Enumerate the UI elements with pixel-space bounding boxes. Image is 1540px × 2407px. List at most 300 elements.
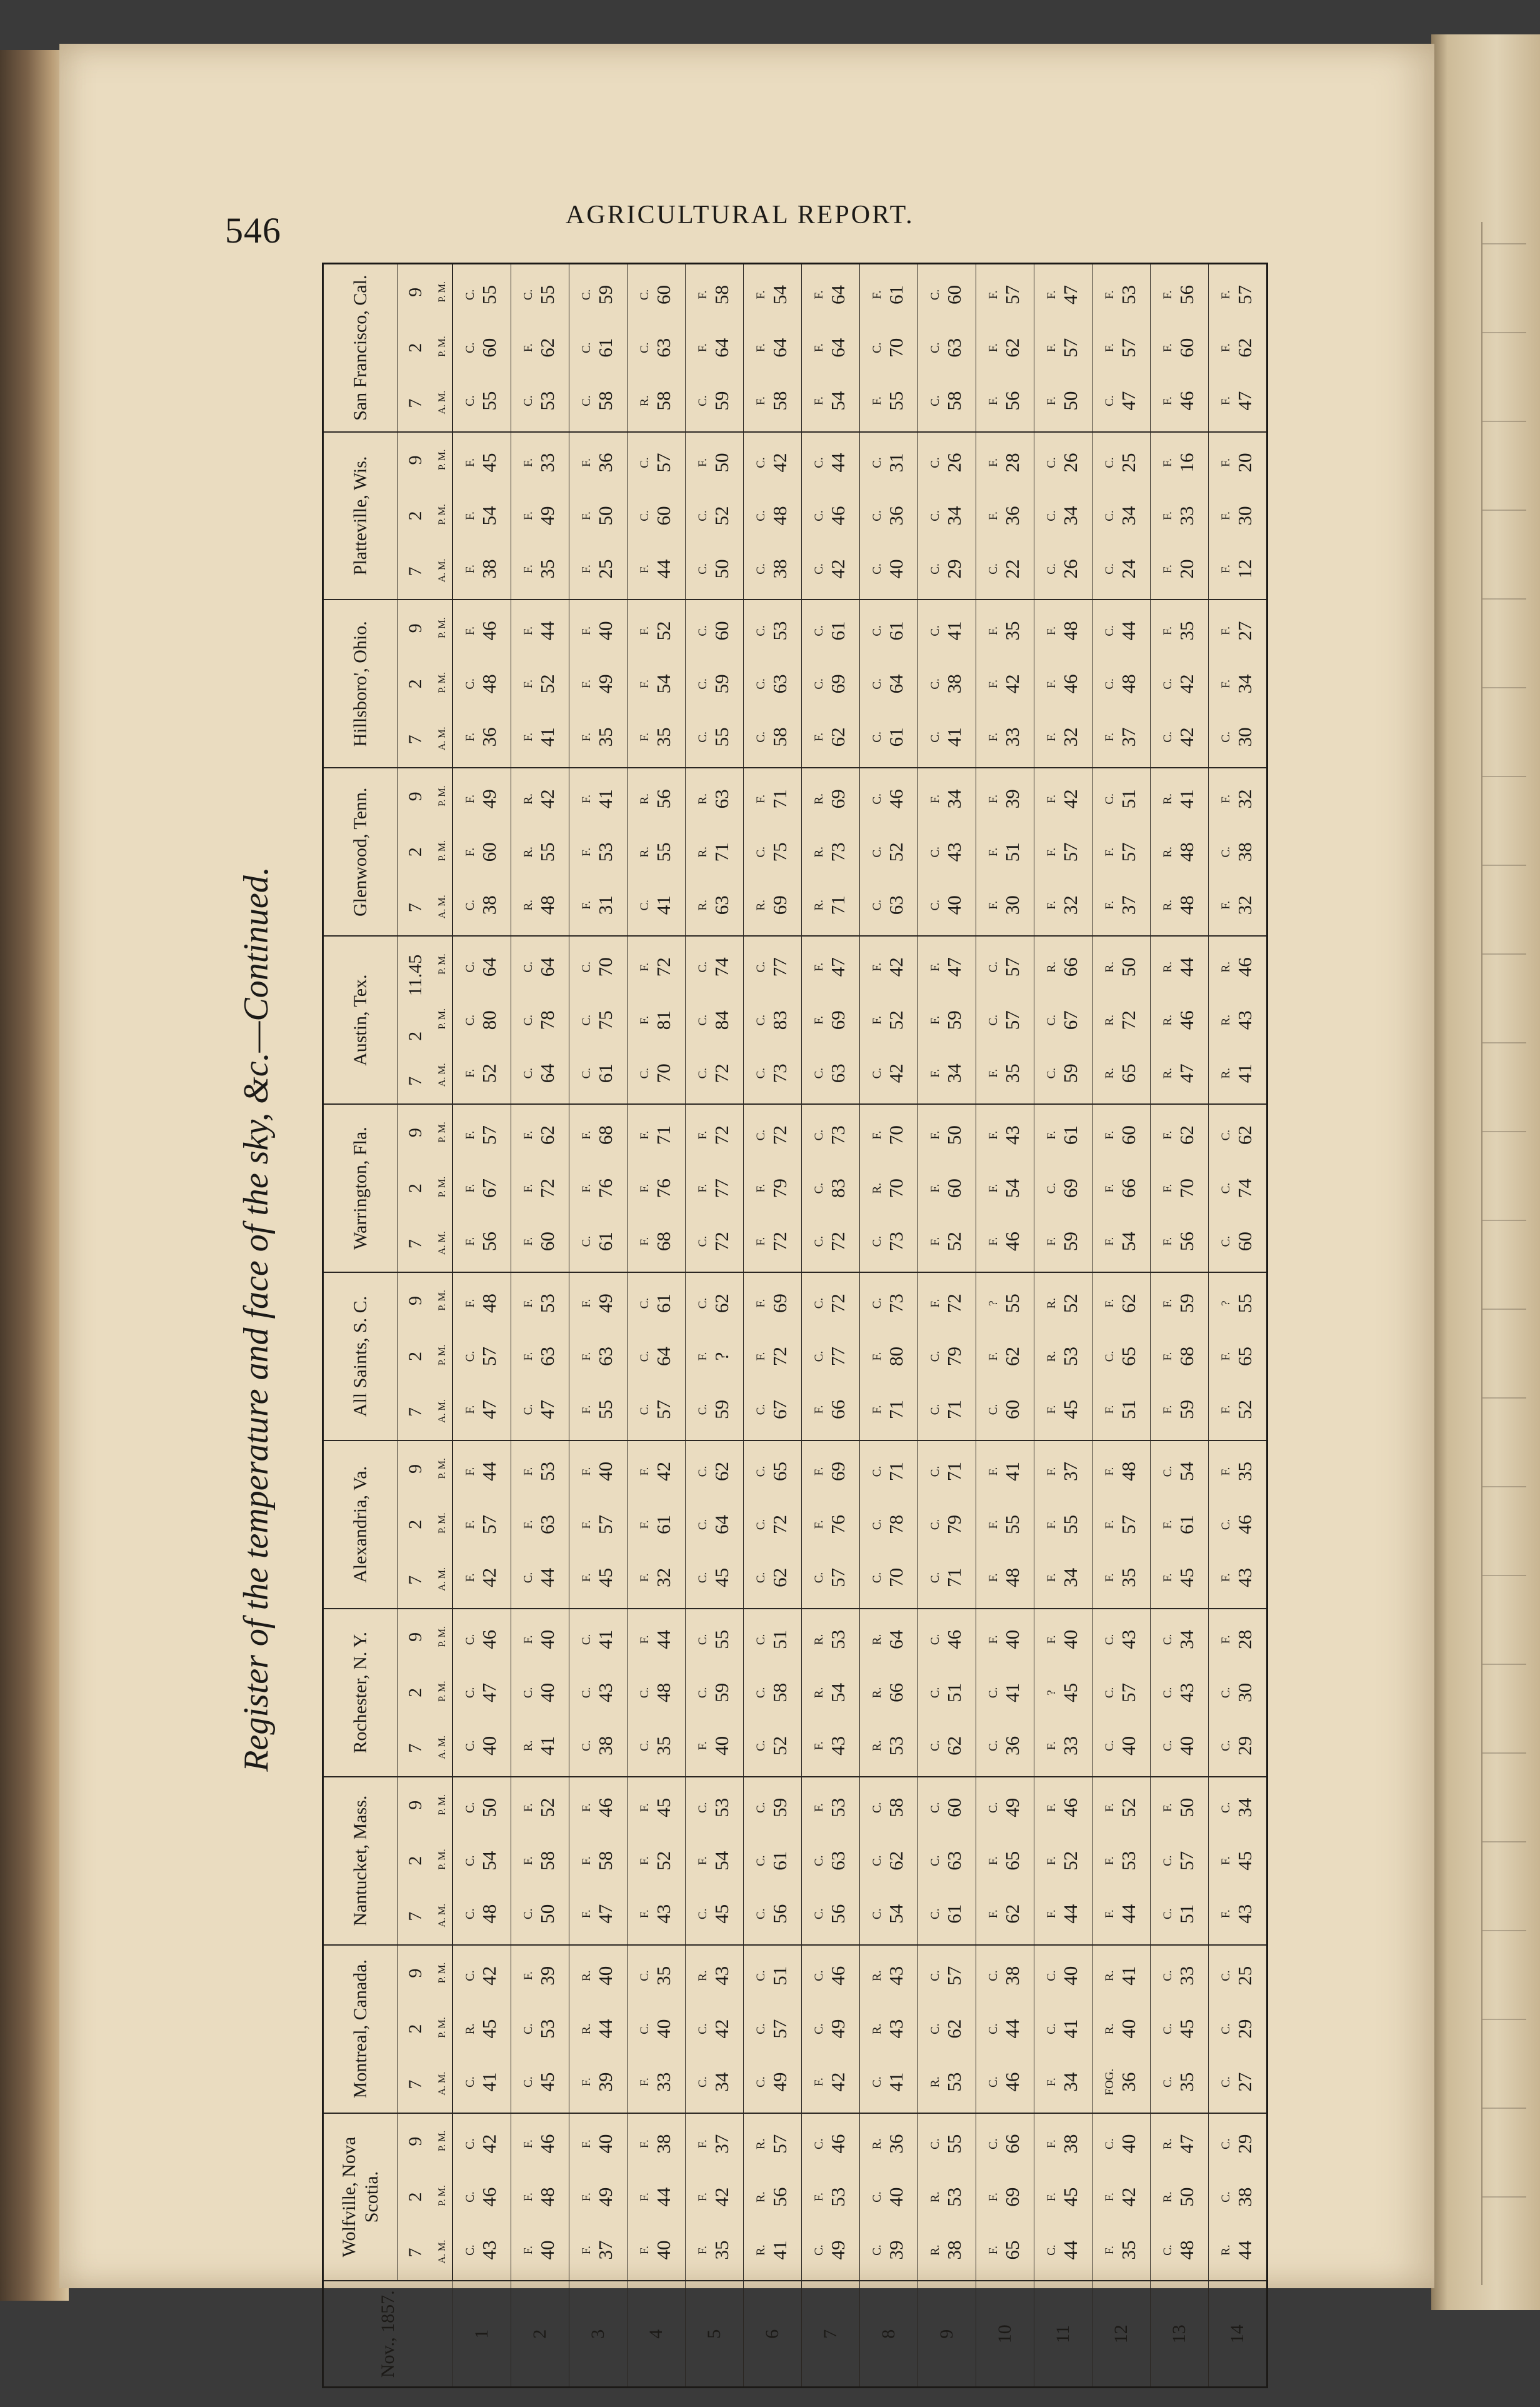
sky-code: C.	[1161, 1465, 1174, 1477]
temperature: 59	[711, 391, 732, 411]
hour-label: 2	[405, 1856, 426, 1866]
observation	[1161, 1498, 1198, 1550]
station-cell	[452, 432, 511, 600]
observation	[928, 2002, 966, 2055]
observation	[463, 268, 501, 321]
observation	[928, 2056, 966, 2108]
sky-code: C.	[871, 1067, 884, 1079]
observation	[812, 1498, 849, 1550]
sky-code: C.	[812, 1970, 826, 1981]
temperature: 27	[1234, 621, 1256, 641]
station-cell	[1034, 1945, 1092, 2113]
observation	[579, 658, 617, 710]
temperature: 25	[594, 559, 616, 579]
sky-code: R.	[1161, 2191, 1174, 2203]
table-row	[1209, 264, 1268, 2388]
temperature: 57	[478, 1125, 500, 1145]
observation	[638, 2118, 675, 2170]
temperature: 71	[943, 1400, 965, 1419]
temperature: 42	[652, 1461, 674, 1481]
sky-code: F.	[1045, 343, 1058, 353]
temperature: 48	[478, 1904, 500, 1924]
temperature: 34	[943, 506, 965, 526]
sky-code: F.	[696, 2193, 709, 2201]
observation	[579, 543, 617, 595]
temperature: 42	[1176, 674, 1198, 694]
station-cell	[744, 2113, 802, 2281]
sky-code: C.	[696, 1015, 709, 1026]
station-cell	[802, 264, 860, 432]
sky-code: C.	[929, 625, 942, 636]
sky-code: F.	[812, 1741, 826, 1751]
observation	[463, 1162, 501, 1215]
station-cell	[511, 1440, 569, 1609]
station-cell	[1151, 264, 1209, 432]
observation	[754, 1498, 791, 1550]
temperature: 61	[1059, 1125, 1081, 1145]
sky-code: C.	[754, 510, 768, 521]
temperature: 31	[885, 453, 907, 473]
station-cell	[628, 1104, 686, 1272]
observation	[986, 374, 1024, 427]
station-cell	[686, 264, 744, 432]
observation	[754, 1719, 791, 1772]
observation	[696, 1834, 733, 1887]
temperature: 43	[1234, 1904, 1256, 1924]
observation	[579, 2224, 617, 2276]
sky-code: R.	[871, 1634, 884, 1646]
temperature: 44	[1059, 2240, 1081, 2260]
sky-code: C.	[696, 1297, 709, 1309]
sky-code: C.	[638, 1740, 651, 1752]
observation	[812, 1109, 849, 1162]
observation	[1044, 879, 1082, 932]
observation	[754, 268, 791, 321]
sky-code: F.	[696, 1352, 709, 1361]
temperature: 42	[827, 2072, 849, 2092]
sky-code: C.	[580, 1687, 593, 1699]
temperature: 35	[1176, 621, 1198, 641]
sky-code: C.	[464, 1740, 477, 1752]
sky-code: F.	[1045, 2139, 1058, 2148]
temperature: 35	[1118, 1567, 1139, 1587]
temperature: 64	[827, 284, 849, 304]
sky-code: F.	[522, 1520, 535, 1529]
sky-code: C.	[754, 1855, 768, 1866]
temperature: 32	[1234, 895, 1256, 915]
temperature: 71	[943, 1567, 965, 1587]
sky-code: F.	[580, 1909, 593, 1919]
station-cell	[1034, 1272, 1092, 1440]
temperature: 58	[885, 1797, 907, 1817]
observation	[1102, 1781, 1140, 1834]
observation	[521, 1666, 559, 1719]
temperature: 41	[769, 2240, 791, 2260]
temperature: 49	[769, 2072, 791, 2092]
observation	[638, 1445, 675, 1497]
observation	[579, 1551, 617, 1604]
temperature: 48	[1059, 621, 1081, 641]
hour-label: 2	[405, 1031, 426, 1041]
station-cell	[744, 432, 802, 600]
temperature: 52	[885, 1010, 907, 1030]
sky-code: C.	[1103, 625, 1116, 636]
temperature: 59	[1176, 1400, 1198, 1419]
ampm-label: P. M.	[437, 2130, 448, 2152]
temperature: 48	[1118, 1461, 1139, 1481]
observation	[696, 2171, 733, 2223]
temperature: 57	[827, 1567, 849, 1587]
temperature: 43	[885, 2019, 907, 2039]
day-cell: 12	[1092, 2281, 1151, 2388]
temperature: 53	[536, 2019, 558, 2039]
observation	[1102, 773, 1140, 825]
sky-code: F.	[1219, 565, 1232, 573]
temperature: 52	[652, 1851, 674, 1871]
sky-code: C.	[1219, 731, 1232, 743]
temperature: 77	[711, 1178, 732, 1198]
sky-code: F.	[871, 396, 884, 406]
sky-code: F.	[987, 626, 1000, 635]
observation	[1161, 1215, 1198, 1268]
ampm-label: P. M.	[437, 672, 448, 693]
sky-code: C.	[812, 1182, 826, 1194]
observation	[1161, 879, 1198, 932]
temperature: 46	[594, 1797, 616, 1817]
station-cell	[511, 264, 569, 432]
sky-code: R.	[638, 793, 651, 805]
observation	[1102, 826, 1140, 878]
temperature: 48	[1118, 674, 1139, 694]
sky-code: C.	[754, 1015, 768, 1026]
page-number: 546	[225, 210, 281, 251]
observation	[521, 1383, 559, 1435]
station-cell	[1092, 1104, 1151, 1272]
sky-code: C.	[871, 900, 884, 911]
sky-code: F.	[696, 290, 709, 299]
observation	[754, 543, 791, 595]
observation	[928, 321, 966, 374]
observation	[521, 994, 559, 1047]
temperature: 37	[1118, 895, 1139, 915]
day-cell: 4	[628, 2281, 686, 2388]
observation	[1102, 1445, 1140, 1497]
station-cell	[976, 768, 1034, 936]
observation	[928, 1383, 966, 1435]
temperature: 47	[1176, 2134, 1198, 2154]
ampm-label: P. M.	[437, 1458, 448, 1479]
temperature: 47	[1059, 284, 1081, 304]
sky-code: F.	[522, 1467, 535, 1476]
temperature: 36	[1001, 506, 1023, 526]
observation	[463, 2056, 501, 2108]
temperature: 74	[1234, 1178, 1256, 1198]
ampm-label: P. M.	[437, 2185, 448, 2206]
temperature: 45	[652, 1797, 674, 1817]
observation	[579, 711, 617, 763]
observation	[812, 1887, 849, 1940]
observation	[463, 1047, 501, 1100]
sky-code: C.	[638, 900, 651, 911]
sky-code: F.	[522, 458, 535, 467]
observation	[870, 773, 908, 825]
temperature: 46	[1176, 391, 1198, 411]
observation	[986, 1887, 1024, 1940]
temperature: 58	[536, 1851, 558, 1871]
temperature: 44	[536, 1567, 558, 1587]
observation	[986, 1330, 1024, 1382]
sky-code: R.	[1103, 2023, 1116, 2034]
observation	[870, 1613, 908, 1666]
sky-code: R.	[580, 2023, 593, 2034]
station-cell	[569, 768, 628, 936]
temperature: 66	[885, 1682, 907, 1702]
observation	[870, 321, 908, 374]
temperature: 49	[594, 1294, 616, 1314]
sky-code: F.	[754, 794, 768, 803]
temperature: 35	[1234, 1461, 1256, 1481]
observation	[463, 1215, 501, 1268]
temperature: 35	[652, 1736, 674, 1756]
station-cell	[686, 2113, 744, 2281]
temperature: 58	[594, 391, 616, 411]
observation	[986, 879, 1024, 932]
temperature: 53	[1118, 1851, 1139, 1871]
sky-code: F.	[464, 1183, 477, 1193]
temperature: 63	[827, 1851, 849, 1871]
sky-code: C.	[754, 1908, 768, 1919]
station-cell	[628, 264, 686, 432]
sky-code: C.	[696, 1519, 709, 1530]
sky-code: F.	[464, 626, 477, 635]
station-cell	[452, 1272, 511, 1440]
sky-code: R.	[1103, 1067, 1116, 1079]
sky-code: C.	[1161, 1970, 1174, 1981]
observation	[1102, 1719, 1140, 1772]
temperature: 59	[1059, 1063, 1081, 1083]
observation	[812, 1666, 849, 1719]
ampm-label: P. M.	[437, 617, 448, 638]
sky-code: C.	[1045, 563, 1058, 575]
sky-code: F.	[1161, 511, 1174, 520]
observation	[463, 543, 501, 595]
observation	[1161, 826, 1198, 878]
sky-code: R.	[1161, 900, 1174, 911]
temperature: 26	[1059, 559, 1081, 579]
observation	[986, 1781, 1024, 1834]
station-header: Wolfville, Nova Scotia.	[323, 2113, 398, 2281]
station-header: San Francisco, Cal.	[323, 264, 398, 432]
sky-code: R.	[1103, 1970, 1116, 1981]
sky-code: F.	[580, 1856, 593, 1866]
temperature: 69	[827, 1010, 849, 1030]
sky-code: C.	[580, 962, 593, 973]
observation	[812, 543, 849, 595]
temperature: 52	[943, 1232, 965, 1252]
sky-code: F.	[987, 1467, 1000, 1476]
observation	[638, 436, 675, 489]
temperature: 84	[711, 1010, 732, 1030]
station-cell	[976, 600, 1034, 768]
observation	[463, 605, 501, 657]
temperature: 66	[1001, 2134, 1023, 2154]
sky-code: C.	[1103, 395, 1116, 406]
sky-code: F.	[464, 794, 477, 803]
observation	[986, 2118, 1024, 2170]
temperature: 57	[1059, 842, 1081, 862]
observation	[463, 1666, 501, 1719]
observation	[1044, 1949, 1082, 2002]
temperature: 46	[1059, 1797, 1081, 1817]
temperature: 70	[652, 1063, 674, 1083]
observation	[463, 879, 501, 932]
temperature: 48	[1176, 895, 1198, 915]
observation	[986, 436, 1024, 489]
sky-code: C.	[464, 1970, 477, 1981]
station-cell	[569, 600, 628, 768]
observation	[463, 374, 501, 427]
ampm-label: P. M.	[437, 281, 448, 303]
sky-code: F.	[638, 1467, 651, 1476]
observation	[696, 436, 733, 489]
sky-code: C.	[871, 1465, 884, 1477]
ampm-label: A. M.	[437, 2239, 448, 2264]
sky-code: C.	[812, 1235, 826, 1247]
observation	[870, 490, 908, 542]
station-cell	[452, 1777, 511, 1945]
sky-code: F.	[1219, 290, 1232, 299]
sky-code: F.	[1219, 1635, 1232, 1644]
station-cell	[744, 768, 802, 936]
temperature: 57	[1059, 338, 1081, 358]
hour-label: 2	[405, 1519, 426, 1529]
station-header: Austin, Tex.	[323, 936, 398, 1104]
sky-code: R.	[1219, 1015, 1232, 1026]
observation	[696, 374, 733, 427]
observation	[754, 2224, 791, 2276]
temperature: 63	[885, 895, 907, 915]
station-cell	[1092, 1945, 1151, 2113]
observation	[812, 1330, 849, 1382]
temperature: 43	[885, 1966, 907, 1986]
sky-code: C.	[871, 1235, 884, 1247]
station-cell	[1034, 432, 1092, 600]
station-hours	[398, 1609, 434, 1777]
temperature: 38	[943, 674, 965, 694]
sky-code: C.	[929, 1855, 942, 1866]
sky-code: C.	[464, 1350, 477, 1362]
temperature: 57	[1118, 842, 1139, 862]
sky-code: C.	[696, 1634, 709, 1646]
observation	[1044, 658, 1082, 710]
sky-code: F.	[1219, 1405, 1232, 1414]
observation	[1044, 1445, 1082, 1497]
sky-code: C.	[812, 1572, 826, 1584]
hour-label: 9	[405, 1968, 426, 1978]
temperature: 45	[478, 453, 500, 473]
temperature: 34	[1234, 674, 1256, 694]
sky-code: F.	[580, 1299, 593, 1308]
observation	[638, 1215, 675, 1268]
temperature: 40	[536, 2240, 558, 2260]
temperature: 45	[594, 1567, 616, 1587]
station-cell	[452, 1945, 511, 2113]
temperature: 51	[769, 1629, 791, 1649]
station-cell	[1034, 264, 1092, 432]
observation	[1219, 879, 1256, 932]
observation	[1102, 321, 1140, 374]
temperature: 46	[478, 621, 500, 641]
temperature: 47	[594, 1904, 616, 1924]
temperature: 25	[1118, 453, 1139, 473]
sky-code: F.	[754, 1183, 768, 1193]
observation	[696, 605, 733, 657]
sky-code: R.	[871, 1687, 884, 1699]
observation	[754, 374, 791, 427]
temperature: 54	[769, 284, 791, 304]
observation	[579, 1781, 617, 1834]
temperature: 53	[769, 621, 791, 641]
temperature: 81	[652, 1010, 674, 1030]
temperature: 46	[1059, 674, 1081, 694]
table-row	[1034, 264, 1092, 2388]
sky-code: C.	[987, 563, 1000, 575]
temperature: 64	[711, 1514, 732, 1534]
sky-code: F.	[1219, 1909, 1232, 1919]
observation	[638, 1330, 675, 1382]
observation	[1219, 711, 1256, 763]
station-cell	[1034, 768, 1092, 936]
temperature: 40	[652, 2019, 674, 2039]
sky-code: F.	[580, 1803, 593, 1812]
temperature: 67	[769, 1400, 791, 1419]
temperature: 45	[1234, 1851, 1256, 1871]
sky-code: C.	[1219, 847, 1232, 858]
station-cell	[1209, 1945, 1268, 2113]
sky-code: C.	[580, 1235, 593, 1247]
observation	[870, 2171, 908, 2223]
station-cell	[918, 1609, 976, 1777]
temperature: 59	[1059, 1232, 1081, 1252]
temperature: 58	[652, 391, 674, 411]
sky-code: F.	[987, 732, 1000, 741]
sky-code: F.	[1103, 1803, 1116, 1812]
sky-code: F.	[580, 511, 593, 520]
temperature: 45	[536, 2072, 558, 2092]
station-cell	[1034, 1440, 1092, 1609]
temperature: 58	[943, 391, 965, 411]
observation	[638, 1887, 675, 1940]
hour-label: 9	[405, 1128, 426, 1138]
station-cell	[569, 432, 628, 600]
sky-code: C.	[871, 1855, 884, 1866]
sky-code: F.	[696, 2139, 709, 2148]
observation	[754, 1330, 791, 1382]
observation	[579, 321, 617, 374]
sky-code: C.	[638, 2023, 651, 2034]
temperature: 53	[827, 1797, 849, 1817]
temperature: 40	[594, 2134, 616, 2154]
sky-code: C.	[871, 1572, 884, 1584]
sky-code: F.	[1103, 732, 1116, 741]
observation	[696, 826, 733, 878]
temperature: 56	[769, 2187, 791, 2207]
observation	[870, 2056, 908, 2108]
temperature: 41	[1059, 2019, 1081, 2039]
sky-code: C.	[754, 1687, 768, 1699]
station-hours	[398, 1104, 434, 1272]
temperature: 72	[827, 1294, 849, 1314]
